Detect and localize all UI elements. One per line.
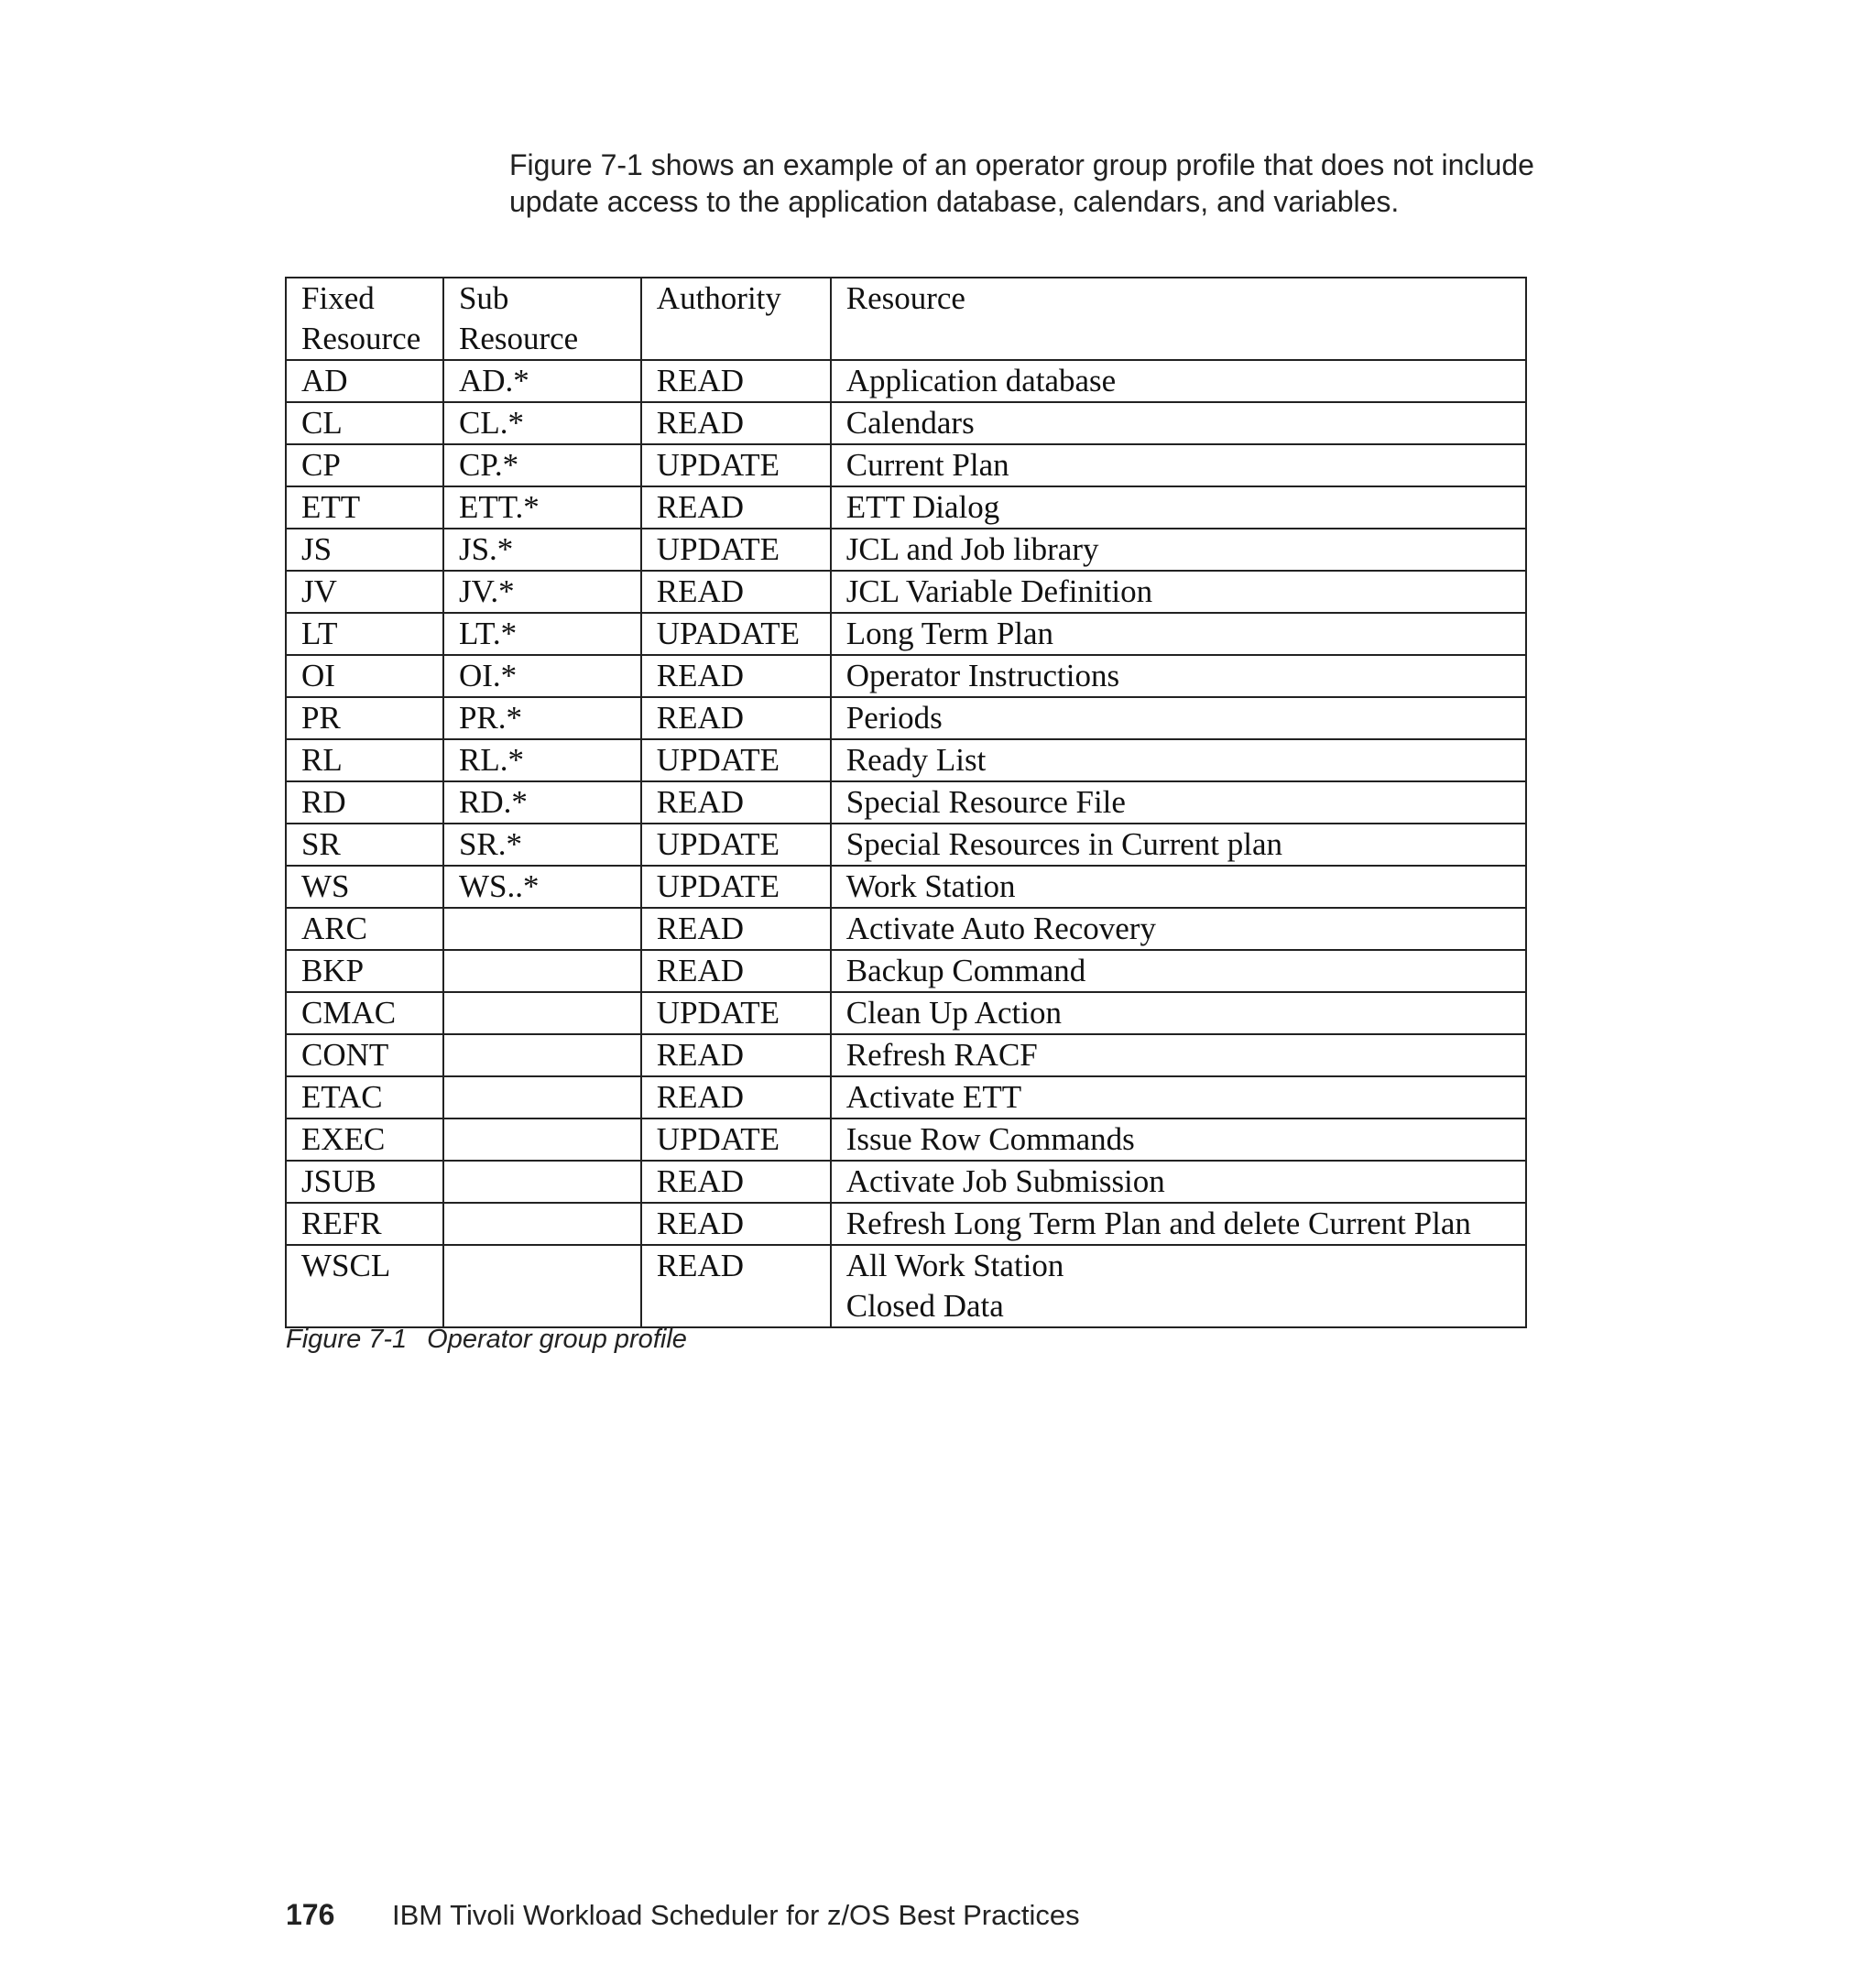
cell-resource: Long Term Plan xyxy=(831,613,1526,655)
cell-fixed: JSUB xyxy=(286,1161,443,1203)
table-row xyxy=(286,1203,1526,1245)
cell-authority: UPDATE xyxy=(641,739,831,781)
cell-resource: Refresh Long Term Plan and delete Current Plan xyxy=(831,1203,1526,1245)
table-row xyxy=(286,697,1526,739)
cell-sub: JV.* xyxy=(443,571,641,613)
cell-authority: UPADATE xyxy=(641,613,831,655)
cell-fixed: CONT xyxy=(286,1034,443,1076)
cell-sub xyxy=(443,1245,641,1327)
cell-authority: READ xyxy=(641,360,831,402)
cell-resource: Special Resource File xyxy=(831,781,1526,824)
header-sub-resource xyxy=(443,278,641,360)
cell-fixed: SR xyxy=(286,824,443,866)
cell-sub: WS..* xyxy=(443,866,641,908)
table-row xyxy=(286,950,1526,992)
cell-authority: READ xyxy=(641,1161,831,1203)
cell-resource: Backup Command xyxy=(831,950,1526,992)
intro-line-1: Figure 7-1 shows an example of an operator group profile that does not include xyxy=(509,148,1534,181)
header-sub-line-1: Sub xyxy=(458,280,509,316)
table-body xyxy=(286,360,1526,1327)
intro-paragraph xyxy=(509,147,1654,220)
cell-resource: Refresh RACF xyxy=(831,1034,1526,1076)
cell-resource: Work Station xyxy=(831,866,1526,908)
cell-resource: Clean Up Action xyxy=(831,992,1526,1034)
cell-resource-line-1: All Work Station xyxy=(845,1248,1064,1283)
cell-fixed: LT xyxy=(286,613,443,655)
cell-authority: UPDATE xyxy=(641,529,831,571)
cell-fixed: REFR xyxy=(286,1203,443,1245)
cell-sub: PR.* xyxy=(443,697,641,739)
operator-group-profile-table xyxy=(285,277,1527,1328)
cell-resource: Activate Job Submission xyxy=(831,1161,1526,1203)
cell-authority: UPDATE xyxy=(641,992,831,1034)
table-row xyxy=(286,360,1526,402)
cell-sub: JS.* xyxy=(443,529,641,571)
cell-sub: RD.* xyxy=(443,781,641,824)
cell-fixed: WSCL xyxy=(286,1245,443,1327)
cell-fixed: RL xyxy=(286,739,443,781)
table-row xyxy=(286,571,1526,613)
cell-fixed: RD xyxy=(286,781,443,824)
table-row xyxy=(286,992,1526,1034)
table-row xyxy=(286,444,1526,486)
cell-authority: UPDATE xyxy=(641,866,831,908)
caption-text: Operator group profile xyxy=(427,1325,687,1354)
table-row xyxy=(286,655,1526,697)
cell-sub: OI.* xyxy=(443,655,641,697)
page-number: 176 xyxy=(286,1898,335,1931)
table-header-row xyxy=(286,278,1526,360)
cell-authority: UPDATE xyxy=(641,444,831,486)
cell-resource: Issue Row Commands xyxy=(831,1118,1526,1161)
cell-fixed: BKP xyxy=(286,950,443,992)
cell-fixed: OI xyxy=(286,655,443,697)
table-row xyxy=(286,613,1526,655)
cell-resource: Application database xyxy=(831,360,1526,402)
cell-resource: Operator Instructions xyxy=(831,655,1526,697)
page-footer xyxy=(286,1898,1080,1932)
cell-resource: ETT Dialog xyxy=(831,486,1526,529)
cell-resource: JCL and Job library xyxy=(831,529,1526,571)
cell-resource: Ready List xyxy=(831,739,1526,781)
cell-sub: SR.* xyxy=(443,824,641,866)
cell-sub xyxy=(443,908,641,950)
cell-resource xyxy=(831,1245,1526,1327)
table-row-wscl xyxy=(286,1245,1526,1327)
cell-authority: READ xyxy=(641,1203,831,1245)
cell-resource: Current Plan xyxy=(831,444,1526,486)
cell-fixed: CMAC xyxy=(286,992,443,1034)
cell-authority: READ xyxy=(641,1245,831,1327)
cell-sub: RL.* xyxy=(443,739,641,781)
cell-sub: AD.* xyxy=(443,360,641,402)
cell-resource: Activate ETT xyxy=(831,1076,1526,1118)
cell-resource-line-2: Closed Data xyxy=(845,1288,1004,1324)
header-fixed-line-2: Resource xyxy=(301,321,421,356)
cell-resource: Special Resources in Current plan xyxy=(831,824,1526,866)
cell-authority: READ xyxy=(641,1076,831,1118)
cell-sub xyxy=(443,1034,641,1076)
cell-authority: READ xyxy=(641,571,831,613)
header-authority: Authority xyxy=(641,278,831,360)
cell-sub xyxy=(443,992,641,1034)
header-resource: Resource xyxy=(831,278,1526,360)
table-row xyxy=(286,781,1526,824)
header-sub-line-2: Resource xyxy=(458,321,579,356)
cell-resource: Activate Auto Recovery xyxy=(831,908,1526,950)
cell-sub xyxy=(443,1161,641,1203)
cell-sub: ETT.* xyxy=(443,486,641,529)
cell-fixed: CP xyxy=(286,444,443,486)
cell-authority: READ xyxy=(641,781,831,824)
cell-fixed: CL xyxy=(286,402,443,444)
cell-sub xyxy=(443,1203,641,1245)
cell-authority: READ xyxy=(641,402,831,444)
cell-fixed: PR xyxy=(286,697,443,739)
cell-fixed: ETT xyxy=(286,486,443,529)
table-row xyxy=(286,1076,1526,1118)
table-row xyxy=(286,866,1526,908)
cell-sub: LT.* xyxy=(443,613,641,655)
cell-sub xyxy=(443,1118,641,1161)
header-fixed-line-1: Fixed xyxy=(301,280,375,316)
cell-sub: CP.* xyxy=(443,444,641,486)
header-fixed-resource xyxy=(286,278,443,360)
cell-resource: JCL Variable Definition xyxy=(831,571,1526,613)
cell-sub xyxy=(443,950,641,992)
table-row xyxy=(286,1161,1526,1203)
cell-fixed: JV xyxy=(286,571,443,613)
caption-label: Figure 7-1 xyxy=(286,1325,408,1354)
intro-line-2: update access to the application database, calendars, and variables. xyxy=(509,185,1400,218)
cell-sub: CL.* xyxy=(443,402,641,444)
cell-sub xyxy=(443,1076,641,1118)
table-row xyxy=(286,908,1526,950)
figure-caption xyxy=(286,1325,687,1355)
cell-authority: READ xyxy=(641,908,831,950)
table-row xyxy=(286,529,1526,571)
cell-fixed: WS xyxy=(286,866,443,908)
cell-authority: READ xyxy=(641,950,831,992)
cell-fixed: EXEC xyxy=(286,1118,443,1161)
table-row xyxy=(286,1034,1526,1076)
cell-authority: READ xyxy=(641,697,831,739)
book-title: IBM Tivoli Workload Scheduler for z/OS Best Practices xyxy=(392,1899,1080,1931)
cell-authority: READ xyxy=(641,655,831,697)
cell-authority: READ xyxy=(641,1034,831,1076)
table-row xyxy=(286,1118,1526,1161)
cell-fixed: JS xyxy=(286,529,443,571)
cell-authority: UPDATE xyxy=(641,1118,831,1161)
cell-fixed: AD xyxy=(286,360,443,402)
table-row xyxy=(286,739,1526,781)
table-row xyxy=(286,486,1526,529)
cell-resource: Calendars xyxy=(831,402,1526,444)
cell-authority: UPDATE xyxy=(641,824,831,866)
table-row xyxy=(286,824,1526,866)
cell-resource: Periods xyxy=(831,697,1526,739)
cell-fixed: ETAC xyxy=(286,1076,443,1118)
cell-authority: READ xyxy=(641,486,831,529)
table-row xyxy=(286,402,1526,444)
cell-fixed: ARC xyxy=(286,908,443,950)
